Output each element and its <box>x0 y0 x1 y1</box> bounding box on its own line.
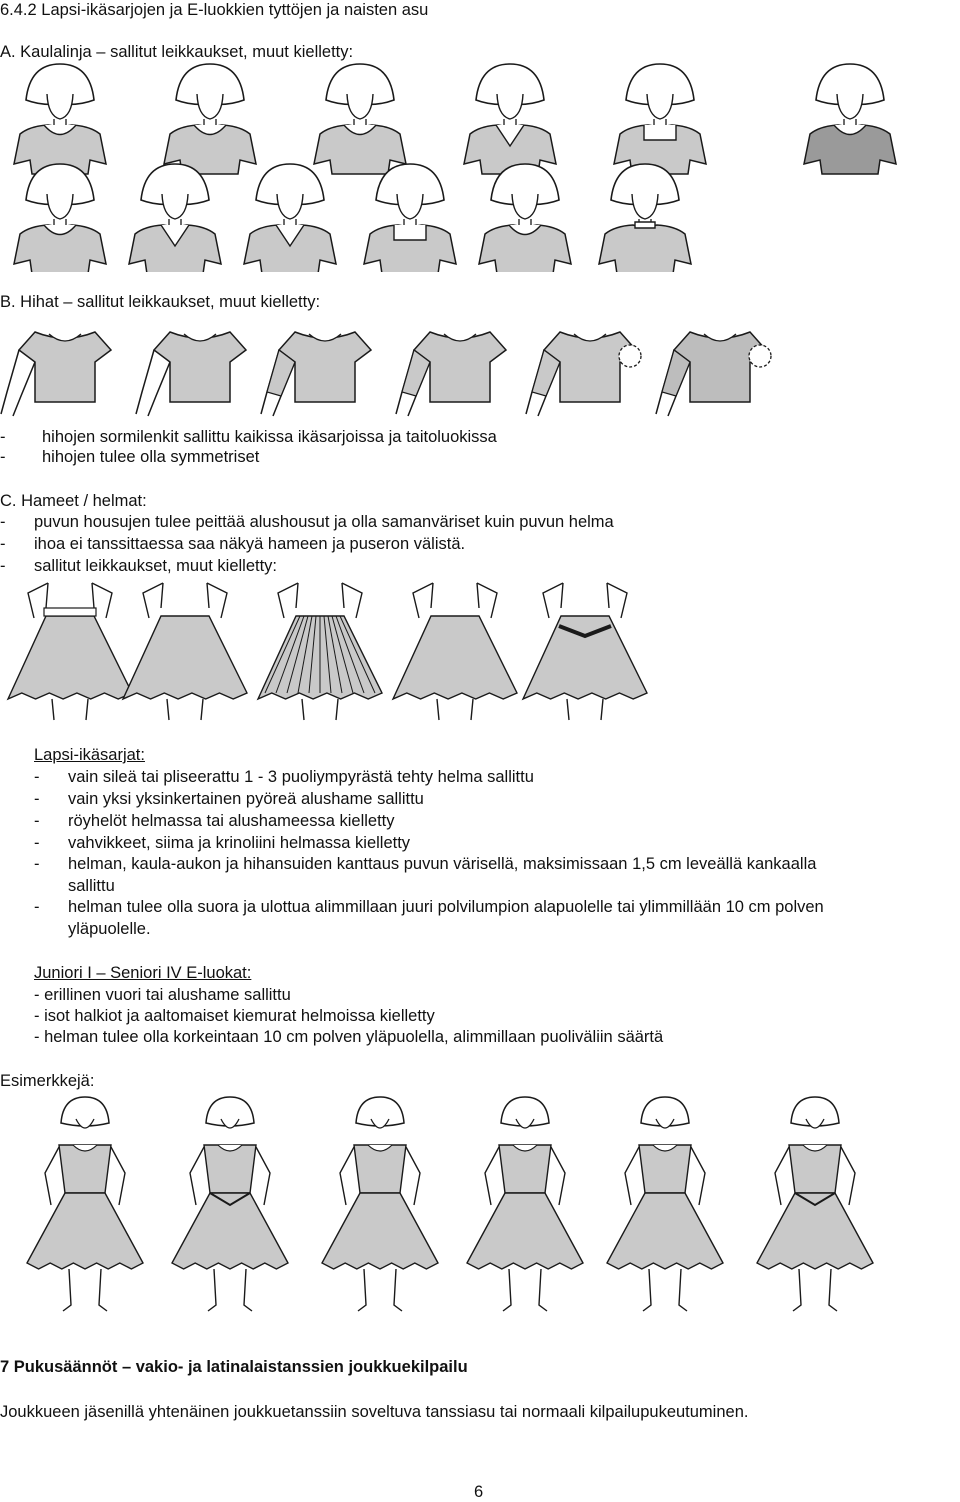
leg-lines <box>63 1269 107 1311</box>
neckline-cut <box>635 222 655 228</box>
face-shape <box>371 1119 389 1128</box>
arm-lines <box>143 583 227 618</box>
dash: - <box>34 790 40 808</box>
sleeve-figures <box>0 322 960 422</box>
skirt-figure <box>393 583 517 720</box>
bullet-text: puvun housujen tulee peittää alushousut ja olla samanväriset kuin puvun helma <box>34 513 614 531</box>
face-shape <box>516 1119 534 1128</box>
bullet-text: röyhelöt helmassa tai alushameessa kielletty <box>68 812 395 830</box>
bullet-text: sallitut leikkaukset, muut kielletty: <box>34 557 278 575</box>
bust-figure <box>164 64 256 174</box>
torso-lines <box>46 583 94 608</box>
bodice-shape <box>59 1145 111 1193</box>
puff-sleeve <box>619 345 641 367</box>
example-dress <box>467 1097 583 1311</box>
dash: - <box>0 428 6 446</box>
skirt-figure <box>258 583 382 720</box>
face-shape <box>656 1119 674 1128</box>
juniori-heading: Juniori I – Seniori IV E-luokat: <box>34 964 252 982</box>
dash: - <box>34 898 40 916</box>
sleeve-figure <box>136 332 246 416</box>
section7-heading: 7 Pukusäännöt – vakio- ja latinalaistanssien joukkuekilpailu <box>0 1358 468 1376</box>
bullet-text: sallittu <box>68 877 115 895</box>
face-shape <box>277 194 303 219</box>
juniori-bullet-1: - erillinen vuori tai alushame sallittu <box>34 986 291 1004</box>
leg-lines <box>208 1269 252 1311</box>
bodice-shape <box>789 1145 841 1193</box>
bullet-text: helman tulee olla suora ja ulottua alimmillaan juuri polvilumpion alapuolelle tai ylimmillään 10 cm polven <box>68 898 824 916</box>
leg-lines <box>302 699 338 720</box>
skirt-shape <box>8 616 132 699</box>
sleeve-figure <box>261 332 371 416</box>
bust-figure <box>599 164 691 272</box>
arm-line <box>1 350 19 414</box>
example-dress <box>27 1097 143 1311</box>
arm-lines <box>543 583 627 618</box>
bodice-shape <box>499 1145 551 1193</box>
torso-lines <box>431 583 479 608</box>
face-shape <box>806 1119 824 1128</box>
neck-lines <box>404 219 416 226</box>
skirt-shape <box>393 616 517 699</box>
neck-lines <box>654 119 666 126</box>
bust-figure <box>14 64 106 174</box>
face-shape <box>347 94 373 119</box>
neck-lines <box>504 119 516 126</box>
leg-lines <box>793 1269 837 1311</box>
section7-body: Joukkueen jäsenillä yhtenäinen joukkuetanssiin soveltuva tanssiasu tai normaali kilpailupukeutuminen. <box>0 1403 749 1421</box>
neck-lines <box>284 219 296 226</box>
bullet-text: ihoa ei tanssittaessa saa näkyä hameen ja puseron välistä. <box>34 535 466 553</box>
sleeve-figure <box>656 332 771 416</box>
leg-lines <box>358 1269 402 1311</box>
face-shape <box>47 194 73 219</box>
face-shape <box>162 194 188 219</box>
skirt-shape <box>523 616 647 699</box>
leg-lines <box>503 1269 547 1311</box>
section-title: 6.4.2 Lapsi-ikäsarjojen ja E-luokkien tyttöjen ja naisten asu <box>0 1 429 19</box>
dash: - <box>34 812 40 830</box>
face-shape <box>837 94 863 119</box>
lapsi-bullet <box>34 854 817 874</box>
arm-line <box>136 350 154 414</box>
face-shape <box>497 94 523 119</box>
example-dress <box>172 1097 288 1311</box>
neck-lines <box>54 219 66 226</box>
example-dress <box>607 1097 723 1311</box>
bust-figure <box>614 64 706 174</box>
lapsi-bullet <box>34 789 424 809</box>
face-shape <box>647 94 673 119</box>
lapsi-bullet <box>34 811 395 831</box>
bullet-text: hihojen sormilenkit sallittu kaikissa ikäsarjoissa ja taitoluokissa <box>42 428 497 446</box>
dash: - <box>34 768 40 786</box>
torso-lines <box>296 583 344 608</box>
arm-lines <box>413 583 497 618</box>
neck-lines <box>844 119 856 126</box>
neck-lines <box>519 219 531 226</box>
bodice-shape <box>639 1145 691 1193</box>
dash: - <box>0 557 6 575</box>
skirt-figures <box>0 578 700 723</box>
example-dress-figures <box>0 1093 960 1318</box>
lapsi-heading: Lapsi-ikäsarjat: <box>34 746 145 764</box>
lapsi-bullet <box>34 767 534 787</box>
bust-figure <box>464 64 556 174</box>
neck-lines <box>54 119 66 126</box>
bust-figure <box>364 164 456 272</box>
bullet-text: vain yksi yksinkertainen pyöreä alushame sallittu <box>68 790 424 808</box>
bullet-text: helman, kaula-aukon ja hihansuiden kanttaus puvun värisellä, maksimissaan 1,5 cm leveällä kankaalla <box>68 855 817 873</box>
face-shape <box>197 94 223 119</box>
section-a-heading: A. Kaulalinja – sallitut leikkaukset, muut kielletty: <box>0 43 354 61</box>
leg-lines <box>567 699 603 720</box>
section-b-bullet-2 <box>0 447 260 467</box>
bust-figure <box>804 64 896 174</box>
bullet-text: vahvikkeet, siima ja krinoliini helmassa kielletty <box>68 834 411 852</box>
face-shape <box>76 1119 94 1128</box>
bust-figure <box>129 164 221 272</box>
page-number: 6 <box>474 1483 484 1501</box>
skirt-figure <box>523 583 647 720</box>
torso-lines <box>161 583 209 608</box>
example-dress <box>322 1097 438 1311</box>
sleeve-figure <box>1 332 111 416</box>
face-shape <box>632 194 658 219</box>
examples-label: Esimerkkejä: <box>0 1072 95 1090</box>
bullet-text: hihojen tulee olla symmetriset <box>42 448 260 466</box>
neckline-cut <box>644 125 676 140</box>
skirt-shape <box>123 616 247 699</box>
arm-lines <box>278 583 362 618</box>
dash: - <box>34 834 40 852</box>
torso-lines <box>561 583 609 608</box>
leg-lines <box>52 699 88 720</box>
dash: - <box>0 448 6 466</box>
juniori-bullet-3: - helman tulee olla korkeintaan 10 cm polven yläpuolella, alimmillaan puoliväliin säärtä <box>34 1028 664 1046</box>
bust-figure <box>479 164 571 272</box>
face-shape <box>221 1119 239 1128</box>
lapsi-bullet <box>34 833 411 853</box>
lapsi-bullet <box>34 897 824 917</box>
leg-lines <box>167 699 203 720</box>
section-c-bullet-3 <box>0 556 278 576</box>
juniori-bullet-2: - isot halkiot ja aaltomaiset kiemurat helmoissa kielletty <box>34 1007 435 1025</box>
section-c-bullet-2 <box>0 534 466 554</box>
section-c-heading: C. Hameet / helmat: <box>0 492 147 510</box>
sleeve-figure <box>396 332 506 416</box>
neck-lines <box>169 219 181 226</box>
face-shape <box>397 194 423 219</box>
bust-figure <box>314 64 406 174</box>
example-dress <box>757 1097 873 1311</box>
waistband <box>44 608 96 616</box>
section-b-bullet-1 <box>0 427 497 447</box>
bullet-text: vain sileä tai pliseerattu 1 - 3 puoliympyrästä tehty helma sallittu <box>68 768 534 786</box>
face-shape <box>512 194 538 219</box>
neckline-cut <box>394 225 426 240</box>
skirt-shape <box>322 1193 438 1269</box>
sleeve-figure <box>526 332 641 416</box>
skirt-shape <box>607 1193 723 1269</box>
skirt-shape <box>467 1193 583 1269</box>
skirt-shape <box>27 1193 143 1269</box>
skirt-figure <box>8 583 132 720</box>
arm-line <box>148 362 170 416</box>
puff-sleeve <box>749 345 771 367</box>
bodice-shape <box>204 1145 256 1193</box>
leg-lines <box>437 699 473 720</box>
skirt-figure <box>123 583 247 720</box>
neck-lines <box>354 119 366 126</box>
dash: - <box>34 855 40 873</box>
neck-lines <box>204 119 216 126</box>
top-garment <box>599 225 691 272</box>
bodice-shape <box>354 1145 406 1193</box>
bullet-text: yläpuolelle. <box>68 920 151 938</box>
bust-figure <box>14 164 106 272</box>
dash: - <box>0 535 6 553</box>
bust-figure <box>244 164 336 272</box>
neckline-figures <box>0 62 960 272</box>
face-shape <box>47 94 73 119</box>
section-c-bullet-1 <box>0 512 614 532</box>
section-b-heading: B. Hihat – sallitut leikkaukset, muut kielletty: <box>0 293 321 311</box>
leg-lines <box>643 1269 687 1311</box>
arm-line <box>13 362 35 416</box>
dash: - <box>0 513 6 531</box>
